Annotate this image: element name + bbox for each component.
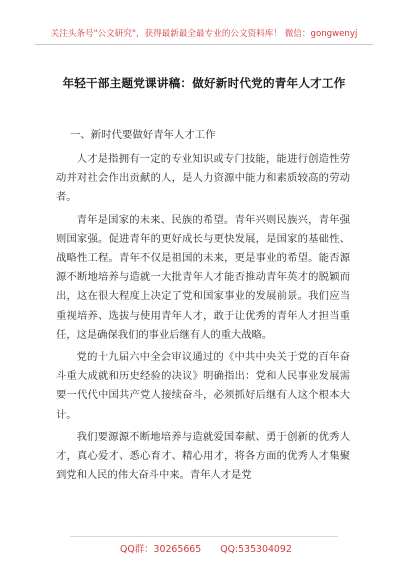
header-divider [35,44,373,45]
paragraph: 我们要源源不断地培养与造就爱国奉献、勇于创新的优秀人才，真心爱才、悉心育才、精心用才，将各方面的优秀人才集聚到党和人民的伟大奋斗中来。青年人才是党 [56,430,350,482]
document-title: 年轻干部主题党课讲稿：做好新时代党的青年人才工作 [62,76,346,90]
footer-divider [70,536,338,537]
paragraph: 青年是国家的未来、民族的希望。青年兴则民族兴，青年强则国家强。促进青年的更好成长与更快发展，是国家的基础性、战略性工程。青年不仅是祖国的未来，更是事业的希望。能否源源不断地培养与造就一大批青年人才能否推动青年英才的脱颖而出，这在很大程度上决定了党和国家事业的发展前景。我们应当重视培养、选拔与使用青年人才，敢于让优秀的青年人才担当重任，这是确保我们的事业后继有人的重大战略。 [56,213,350,341]
paragraph: 人才是指拥有一定的专业知识或专门技能，能进行创造性劳动并对社会作出贡献的人，是人力资源中能力和素质较高的劳动者。 [56,153,350,204]
page-header [0,0,408,64]
section-heading: 一、新时代要做好青年人才工作 [70,129,216,141]
qq-contact-number: QQ:535304092 [220,544,292,555]
paragraph: 党的十九届六中全会审议通过的《中共中央关于党的百年奋斗重大成就和历史经验的决议》明确指出：党和人民事业发展需要一代代中国共产党人接续奋斗，必须抓好后继有人这个根本大计。 [56,351,350,421]
document-body [56,150,350,488]
footer-contacts [120,541,308,555]
page-footer [0,536,408,580]
promo-banner: 关注头条号"公文研究"，获得最新最全最专业的公文资料库！ 微信：gongwenyj [50,29,358,39]
qq-group-number: QQ群：30265665 [120,544,202,555]
